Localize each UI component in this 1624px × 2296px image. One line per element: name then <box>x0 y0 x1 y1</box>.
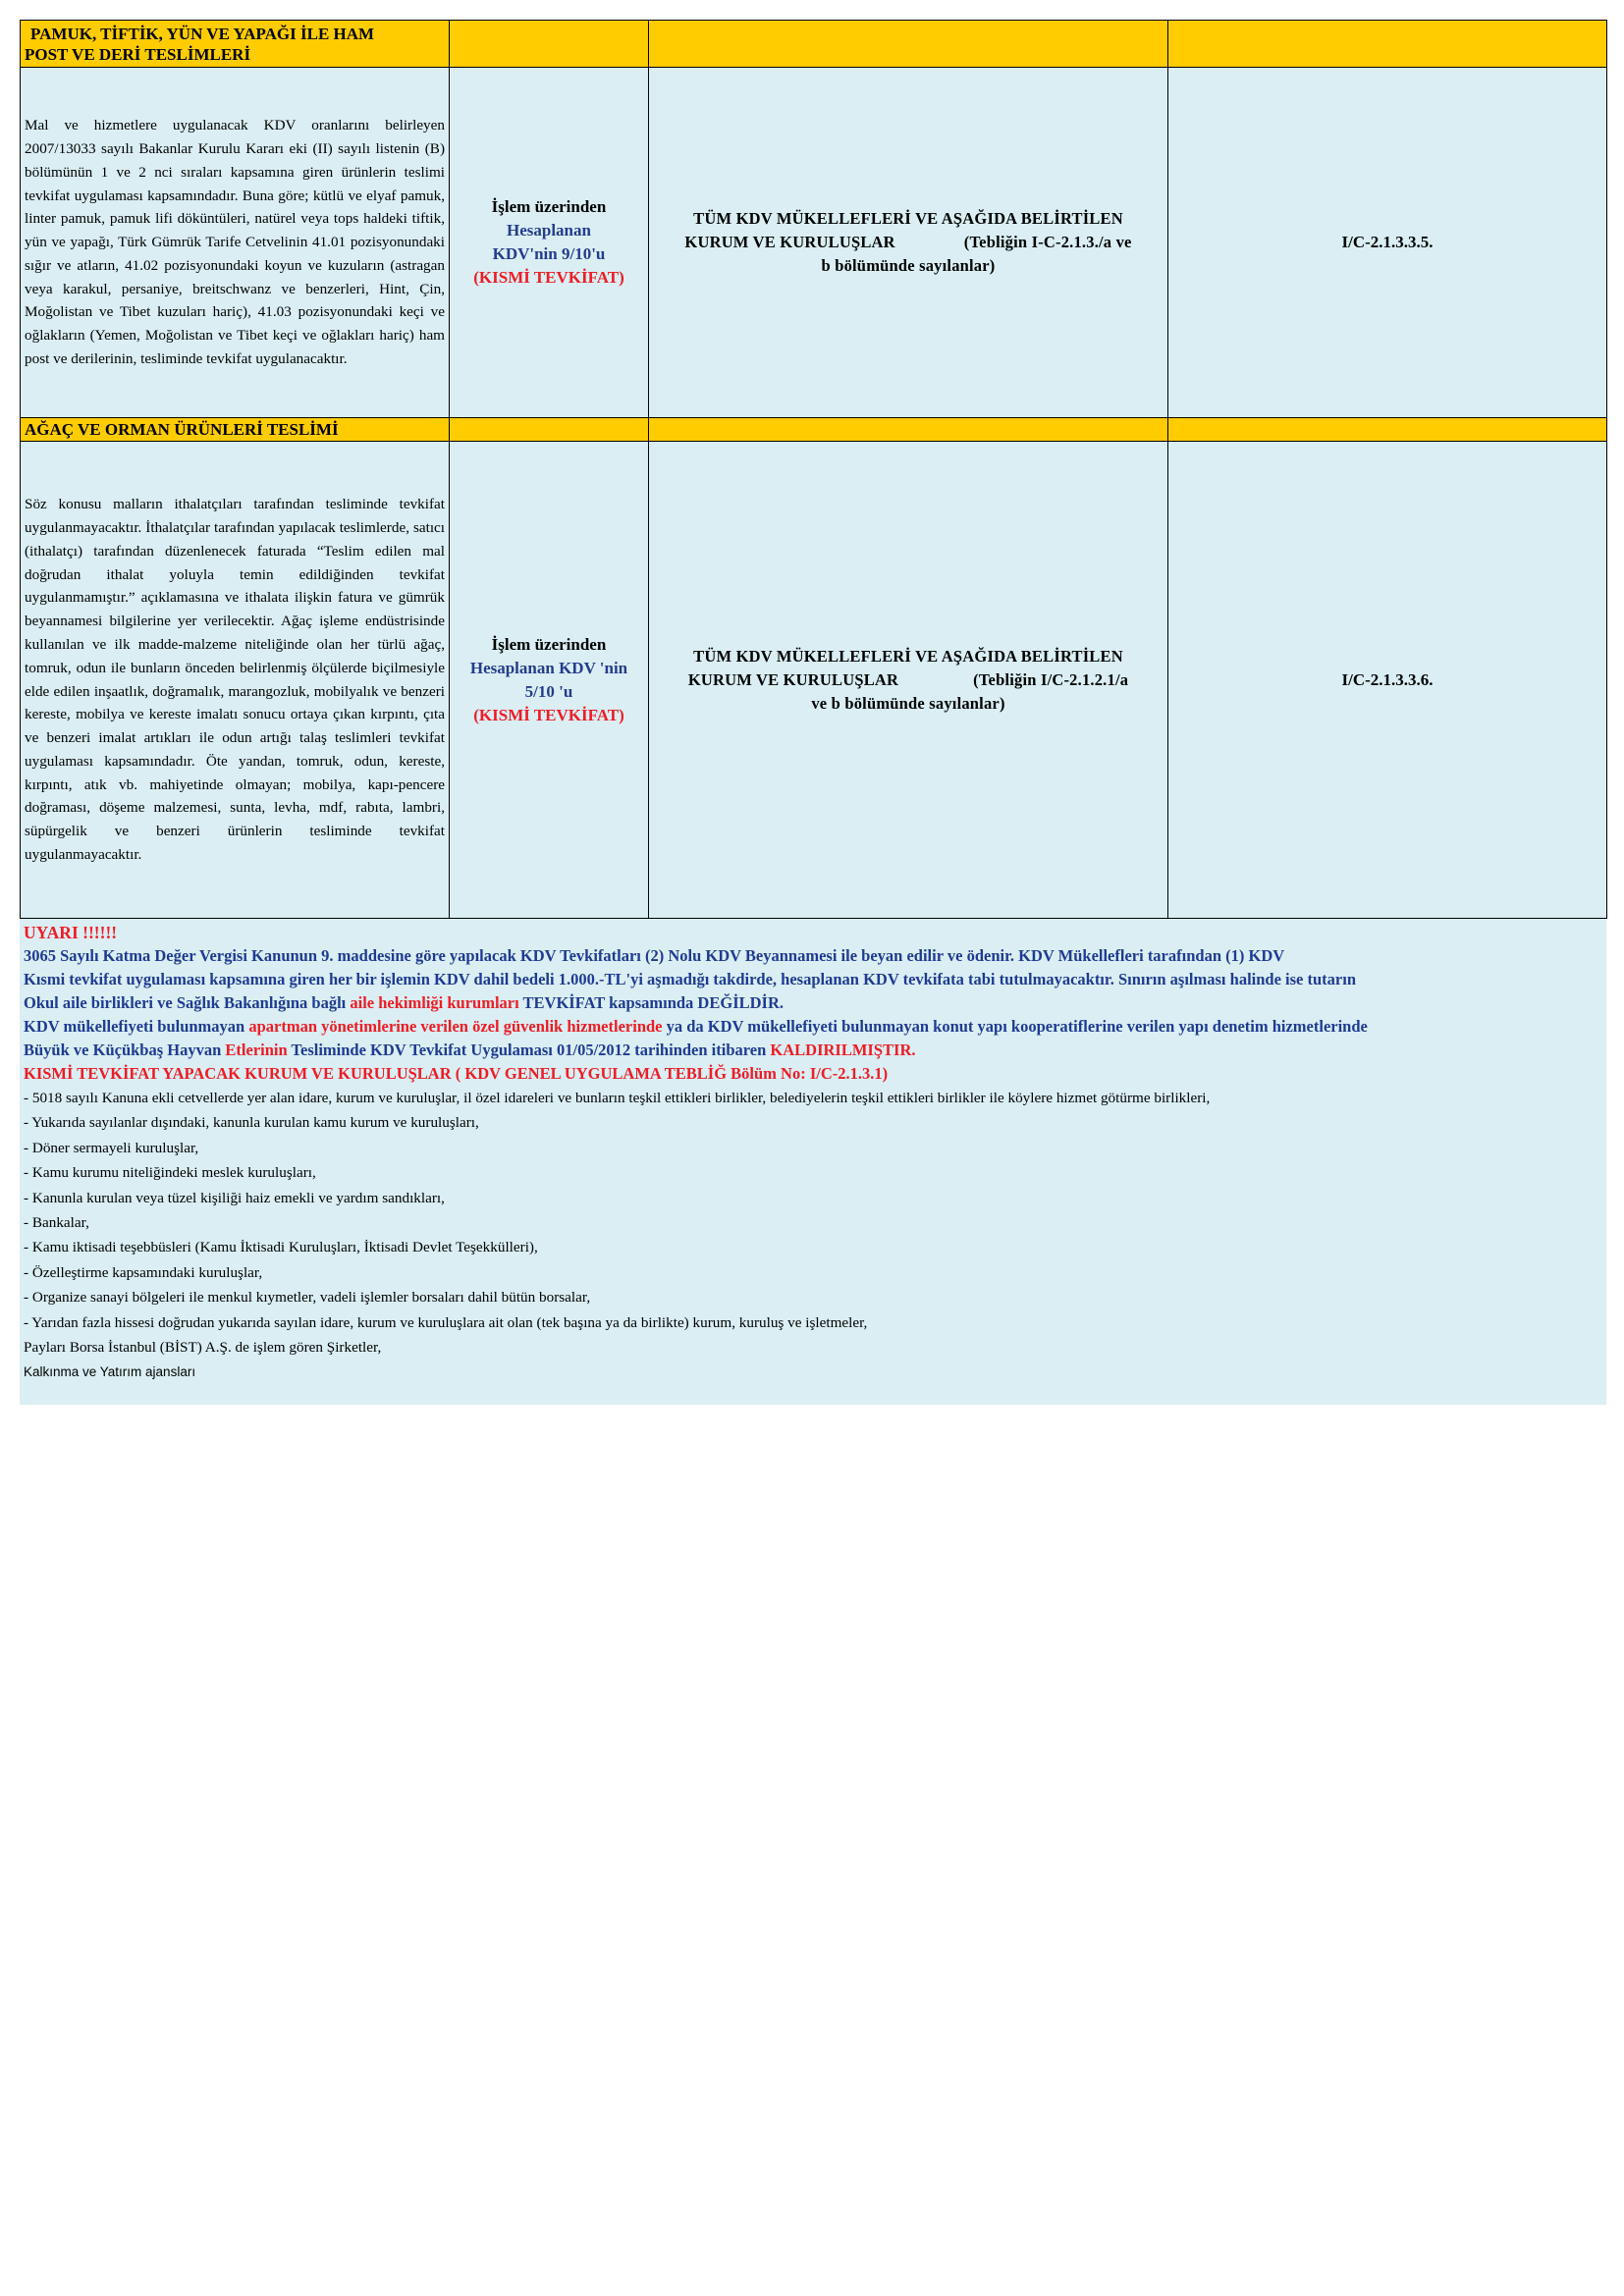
description-cell: Söz konusu malların ithalatçıları tarafından tesliminde tevkifat uygulanmayacaktır. İthalatçılar tarafından yapılacak teslimlerde, satıcı (ithalatçı) tarafından düzenlenecek faturada “Teslim edilen mal doğrudan ithalat yoluyla temin edildiğinden tevkifat uygulanmamıştır.” açıklamasına ve ithalata ilişkin fatura ve gümrük beyannamesi bilgilerine yer verilecektir. Ağaç işleme endüstrisinde kullanılan ve ilk madde-malzeme niteliğinde olan her türlü ağaç, tomruk, odun ile bunların önceden belirlenmiş ölçülerde biçilmesiyle elde edilen inşaatlık, doğramalık, marangozluk, mobilyalık ve benzeri kereste, mobilya ve kereste imalatı sonucu ortaya çıkan kırpıntı, çıta ve benzeri imalat artıkları ile odun artığı talaş teslimleri tevkifat uygulaması kapsamındadır. Öte yandan, tomruk, odun, kereste, kırpıntı, atık vb. mahiyetinde olmayan; mobilya, kapı-pencere doğraması, döşeme malzemesi, sunta, levha, mdf, rabıta, lambri, süpürgelik ve benzeri ürünlerin tesliminde tevkifat uygulanmayacaktır. <box>21 442 450 919</box>
list-item: Kalkınma ve Yatırım ajansları <box>24 1364 196 1380</box>
list-item: - Kanunla kurulan veya tüzel kişiliği haiz emekli ve yardım sandıkları, <box>24 1189 445 1206</box>
document-sheet <box>20 20 1606 1405</box>
note-line: 3065 Sayılı Katma Değer Vergisi Kanunun 9. maddesine göre yapılacak KDV Tevkifatları (2) Nolu KDV Beyannamesi ile beyan edilir ve ödenir. KDV Mükellefleri tarafından (1) KDV <box>24 946 1285 965</box>
note-line: Okul aile birlikleri ve Sağlık Bakanlığına bağlı aile hekimliği kurumları TEVKİFAT kapsamında DEĞİLDİR. <box>24 993 784 1012</box>
section-title: AĞAÇ VE ORMAN ÜRÜNLERİ TESLİMİ <box>21 418 450 442</box>
list-item: - Özelleştirme kapsamındaki kuruluşlar, <box>24 1263 263 1281</box>
warning-title: UYARI !!!!!! <box>24 923 118 942</box>
rate-cell: İşlem üzerinden Hesaplanan KDV 'nin 5/10 'u (KISMİ TEVKİFAT) <box>450 442 649 919</box>
applies-to-cell: TÜM KDV MÜKELLEFLERİ VE AŞAĞIDA BELİRTİLEN KURUM VE KURULUŞLAR (Tebliğin I/C-2.1.2.1/a ve b bölümünde sayılanlar) <box>649 442 1168 919</box>
list-item: - Bankalar, <box>24 1214 89 1232</box>
list-item: Payları Borsa İstanbul (BİST) A.Ş. de işlem gören Şirketler, <box>24 1339 382 1357</box>
section-code-cell: I/C-2.1.3.3.6. <box>1168 442 1607 919</box>
table-row <box>21 442 1607 919</box>
section-header-row <box>21 418 1607 442</box>
list-item: - Yukarıda sayılanlar dışındaki, kanunla kurulan kamu kurum ve kuruluşları, <box>24 1114 479 1132</box>
list-item: - Kamu iktisadi teşebbüsleri (Kamu İktisadi Kuruluşları, İktisadi Devlet Teşekkülleri), <box>24 1239 538 1256</box>
institutions-heading: KISMİ TEVKİFAT YAPACAK KURUM VE KURULUŞLAR ( KDV GENEL UYGULAMA TEBLİĞ Bölüm No: I/C-2.1.3.1) <box>24 1064 889 1083</box>
notes-block <box>20 919 1606 1405</box>
description-cell: Mal ve hizmetlere uygulanacak KDV oranlarını belirleyen 2007/13033 sayılı Bakanlar Kurulu Kararı eki (II) sayılı listenin (B) bölümünün 1 ve 2 nci sıraları kapsamına giren ürünlerin teslimi tevkifat uygulaması kapsamındadır. Buna göre; kütlü ve elyaf pamuk, linter pamuk, pamuk lifi döküntüleri, natürel veya tops haldeki tiftik, yün ve yapağı, Türk Gümrük Tarife Cetvelinin 41.01 pozisyonundaki sığır ve atların, 41.02 pozisyonundaki koyun ve kuzuların (astragan veya karakul, persaniye, breitschwanz ve benzerleri, Hint, Çin, Moğolistan ve Tibet kuzuları hariç), 41.03 pozisyonundaki keçi ve oğlakların (Yemen, Moğolistan ve Tibet keçi ve oğlakları hariç) ham post ve derilerinin, tesliminde tevkifat uygulanacaktır. <box>21 68 450 418</box>
list-item: - Kamu kurumu niteliğindeki meslek kuruluşları, <box>24 1164 316 1182</box>
applies-to-cell: TÜM KDV MÜKELLEFLERİ VE AŞAĞIDA BELİRTİLEN KURUM VE KURULUŞLAR (Tebliğin I-C-2.1.3./a ve b bölümünde sayılanlar) <box>649 68 1168 418</box>
note-line: KDV mükellefiyeti bulunmayan apartman yönetimlerine verilen özel güvenlik hizmetlerinde ya da KDV mükellefiyeti bulunmayan konut yapı kooperatiflerine verilen yapı denetim hizmetlerinde <box>24 1017 1368 1036</box>
section-title: PAMUK, TİFTİK, YÜN VE YAPAĞI İLE HAM POST VE DERİ TESLİMLERİ <box>21 21 450 68</box>
list-item: - Döner sermayeli kuruluşlar, <box>24 1139 199 1156</box>
section-code-cell: I/C-2.1.3.3.5. <box>1168 68 1607 418</box>
list-item: - Yarıdan fazla hissesi doğrudan yukarıda sayılan idare, kurum ve kuruluşlara ait olan (tek başına ya da birlikte) kurum, kuruluş ve işletmeler, <box>24 1313 868 1331</box>
list-item: - 5018 sayılı Kanuna ekli cetvellerde yer alan idare, kurum ve kuruluşlar, il özel idareleri ve bunların teşkil ettikleri birlikler, belediyelerin teşkil ettikleri birlikler ile köylere hizmet götürme birlikleri, <box>24 1090 1211 1106</box>
list-item: - Organize sanayi bölgeleri ile menkul kıymetler, vadeli işlemler borsaları dahil bütün borsalar, <box>24 1289 591 1307</box>
section-header-row <box>21 21 1607 68</box>
note-line: Büyük ve Küçükbaş Hayvan Etlerinin Tesliminde KDV Tevkifat Uygulaması 01/05/2012 tarihinden itibaren KALDIRILMIŞTIR. <box>24 1041 916 1059</box>
table-row <box>21 68 1607 418</box>
rate-cell: İşlem üzerinden Hesaplanan KDV'nin 9/10'u (KISMİ TEVKİFAT) <box>450 68 649 418</box>
note-line: Kısmi tevkifat uygulaması kapsamına giren her bir işlemin KDV dahil bedeli 1.000.-TL'yi aşmadığı takdirde, hesaplanan KDV tevkifata tabi tutulmayacaktır. Sınırın aşılması halinde ise tutarın <box>24 970 1356 988</box>
tevkifat-table <box>20 20 1607 919</box>
institutions-list <box>24 1086 1603 1385</box>
